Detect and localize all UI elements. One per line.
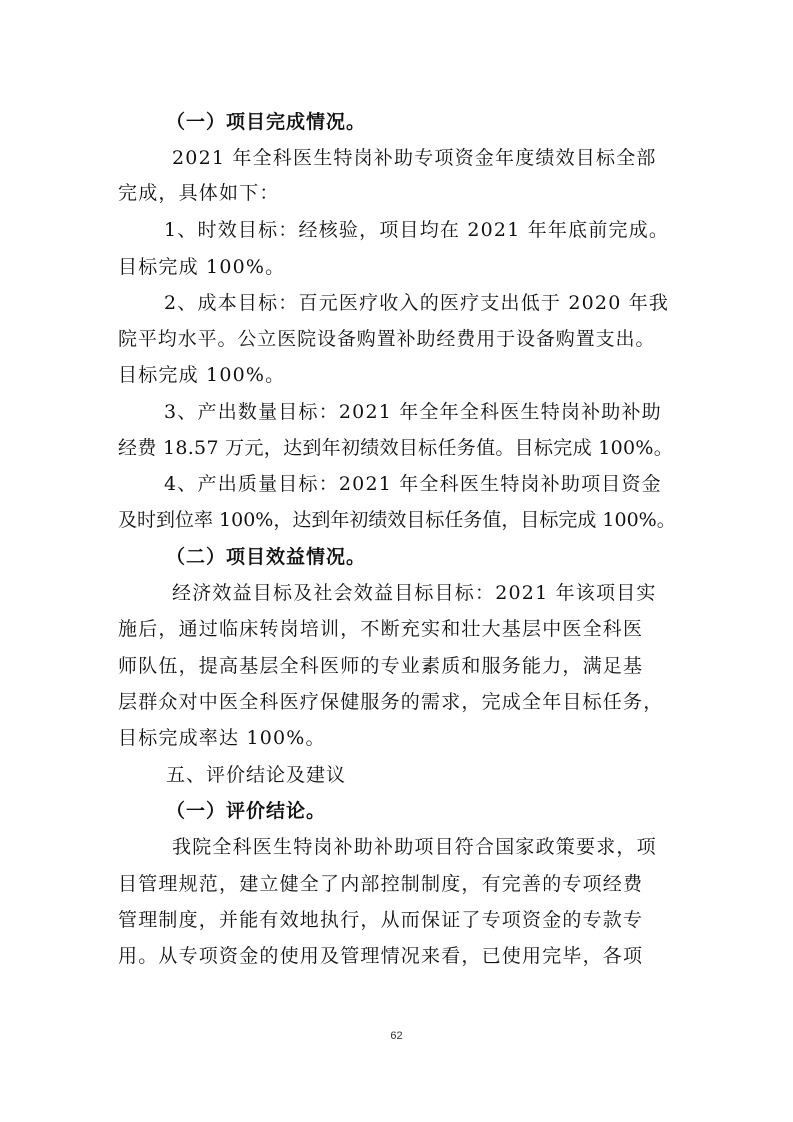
paragraph-line: 师队伍，提高基层全科医师的专业素质和服务能力，满足基 [118, 655, 644, 677]
paragraph-line: 2021 年全科医生特岗补助专项资金年度绩效目标全部 [172, 147, 657, 169]
section-heading-conclusion: 五、评价结论及建议 [166, 764, 347, 786]
paragraph-line: 我院全科医生特岗补助补助项目符合国家政策要求，项 [172, 836, 657, 858]
paragraph-line: 用。从专项资金的使用及管理情况来看，已使用完毕，各项 [118, 945, 644, 967]
heading-project-completion: （一）项目完成情况。 [166, 111, 367, 133]
paragraph-line: 及时到位率 100%，达到年初绩效目标任务值，目标完成 100%。 [118, 509, 676, 531]
paragraph-line: 3、产出数量目标：2021 年全年全科医生特岗补助补助 [164, 401, 662, 423]
paragraph-line: 经济效益目标及社会效益目标目标：2021 年该项目实 [172, 582, 657, 604]
paragraph-line: 层群众对中医全科医疗保健服务的需求，完成全年目标任务， [118, 691, 664, 713]
paragraph-line: 管理制度，并能有效地执行，从而保证了专项资金的专款专 [118, 909, 644, 931]
paragraph-line: 经费 18.57 万元，达到年初绩效目标任务值。目标完成 100%。 [118, 437, 674, 459]
paragraph-line: 4、产出质量目标：2021 年全科医生特岗补助项目资金 [164, 473, 662, 495]
paragraph-line: 目标完成 100%。 [118, 256, 286, 278]
heading-project-benefits: （二）项目效益情况。 [166, 546, 367, 568]
paragraph-line: 目管理规范，建立健全了内部控制制度，有完善的专项经费 [118, 873, 644, 895]
paragraph-line: 2、成本目标：百元医疗收入的医疗支出低于 2020 年我 [164, 292, 670, 314]
page-number: 62 [390, 1030, 403, 1042]
paragraph-line: 院平均水平。公立医院设备购置补助经费用于设备购置支出。 [118, 328, 656, 350]
paragraph-line: 1、时效目标：经核验，项目均在 2021 年年底前完成。 [164, 219, 670, 241]
paragraph-line: 完成，具体如下： [118, 182, 280, 204]
paragraph-line: 目标完成 100%。 [118, 364, 286, 386]
paragraph-line: 目标完成率达 100%。 [118, 727, 326, 749]
paragraph-line: 施后，通过临床转岗培训，不断充实和壮大基层中医全科医 [118, 618, 644, 640]
heading-evaluation-conclusion: （一）评价结论。 [166, 800, 327, 822]
